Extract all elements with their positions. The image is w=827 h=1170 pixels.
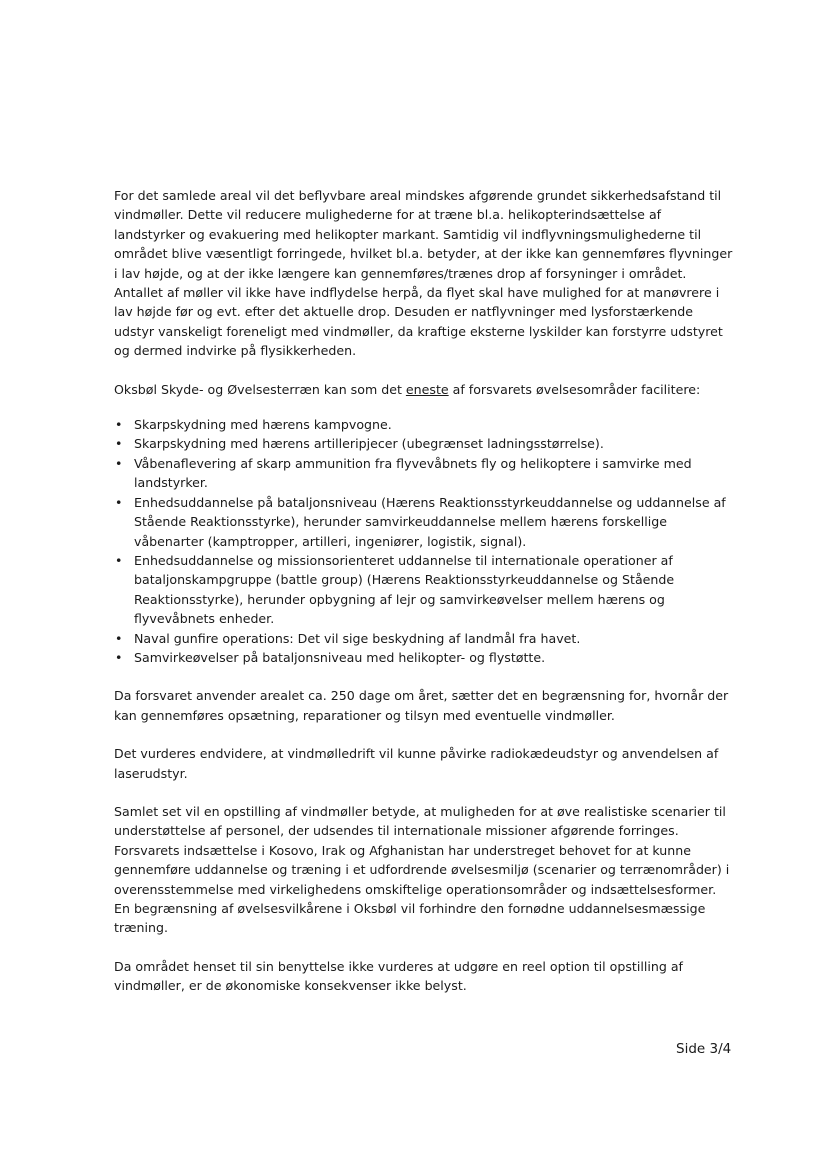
list-item: • Enhedsuddannelse og missionsorienteret uddannelse til internationale operationer af bataljonskampgruppe (battle group) (Hærens Reaktionsstyrkeuddannelse og Stående Reaktionsstyrke), herunder opbygning af lejr og samvirkeøvelser mellem hærens og flyvevåbnets enheder. — [114, 551, 734, 629]
document-body — [114, 186, 734, 1015]
paragraph-airspace: For det samlede areal vil det beflyvbare areal mindskes afgørende grundet sikkerhedsafstand til vindmøller. Dette vil reducere mulighederne for at træne bl.a. helikopterindsættelse af landstyrker og evakuering med helikopter markant. Samtidig vil indflyvningsmulighederne til området blive væsentligt forringede, hvilket bl.a. betyder, at der ikke kan gennemføres flyvninger i lav højde, og at der ikke længere kan gennemføres/trænes drop af forsyninger i området. Antallet af møller vil ikke have indflydelse herpå, da flyet skal have mulighed for at manøvrere i lav højde før og evt. efter det aktuelle drop. Desuden er natflyvninger med lysforstærkende udstyr vanskeligt foreneligt med vindmøller, da kraftige eksterne lyskilder kan forstyrre udstyret og dermed indvirke på flysikkerheden. — [114, 188, 733, 359]
list-item: • Enhedsuddannelse på bataljonsniveau (Hærens Reaktionsstyrkeuddannelse og uddannelse af Stående Reaktionsstyrke), herunder samvirkeuddannelse mellem hærens forskellige våbenarter (kamptropper, artilleri, ingeniører, logistik, signal). — [114, 493, 734, 551]
paragraph-radio-laser: Det vurderes endvidere, at vindmølledrift vil kunne påvirke radiokædeudstyr og anvendelsen af laserudstyr. — [114, 746, 719, 781]
intro-text-before: Oksbøl Skyde- og Øvelsesterræn kan som det — [114, 381, 406, 397]
paragraph-facilities-intro — [114, 380, 734, 399]
list-item: • Naval gunfire operations: Det vil sige beskydning af landmål fra havet. — [114, 629, 734, 648]
paragraph-usage-days: Da forsvaret anvender arealet ca. 250 dage om året, sætter det en begrænsning for, hvornår der kan gennemføres opsætning, reparationer og tilsyn med eventuelle vindmøller. — [114, 688, 729, 723]
intro-text-after: af forsvarets øvelsesområder facilitere: — [448, 381, 701, 397]
facilities-list — [114, 415, 734, 667]
list-item: • Våbenaflevering af skarp ammunition fra flyvevåbnets fly og helikoptere i samvirke med landstyrker. — [114, 454, 734, 493]
page-number: Side 3/4 — [676, 1041, 732, 1057]
list-item: • Skarpskydning med hærens artilleripjecer (ubegrænset ladningsstørrelse). — [114, 434, 734, 453]
paragraph-economics: Da området henset til sin benyttelse ikke vurderes at udgøre en reel option til opstilling af vindmøller, er de økonomiske konsekvenser ikke belyst. — [114, 958, 683, 994]
list-item: • Samvirkeøvelser på bataljonsniveau med helikopter- og flystøtte. — [114, 648, 734, 667]
list-item: • Skarpskydning med hærens kampvogne. — [114, 415, 734, 434]
intro-underlined-word: eneste — [405, 381, 449, 397]
paragraph-conclusion: Samlet set vil en opstilling af vindmøller betyde, at muligheden for at øve realistiske scenarier til understøttelse af personel, der udsendes til internationale missioner afgørende forringes. Forsvarets indsættelse i Kosovo, Irak og Afghanistan har understreget behovet for at kunne gennemføre uddannelse og træning i et udfordrende øvelsesmiljø (scenarier og terrænområder) i overensstemmelse med virkelighedens omskiftelige operationsområder og indsættelsesformer. En begrænsning af øvelsesvilkårene i Oksbøl vil forhindre den fornødne uddannelsesmæssige træning. — [114, 803, 730, 936]
